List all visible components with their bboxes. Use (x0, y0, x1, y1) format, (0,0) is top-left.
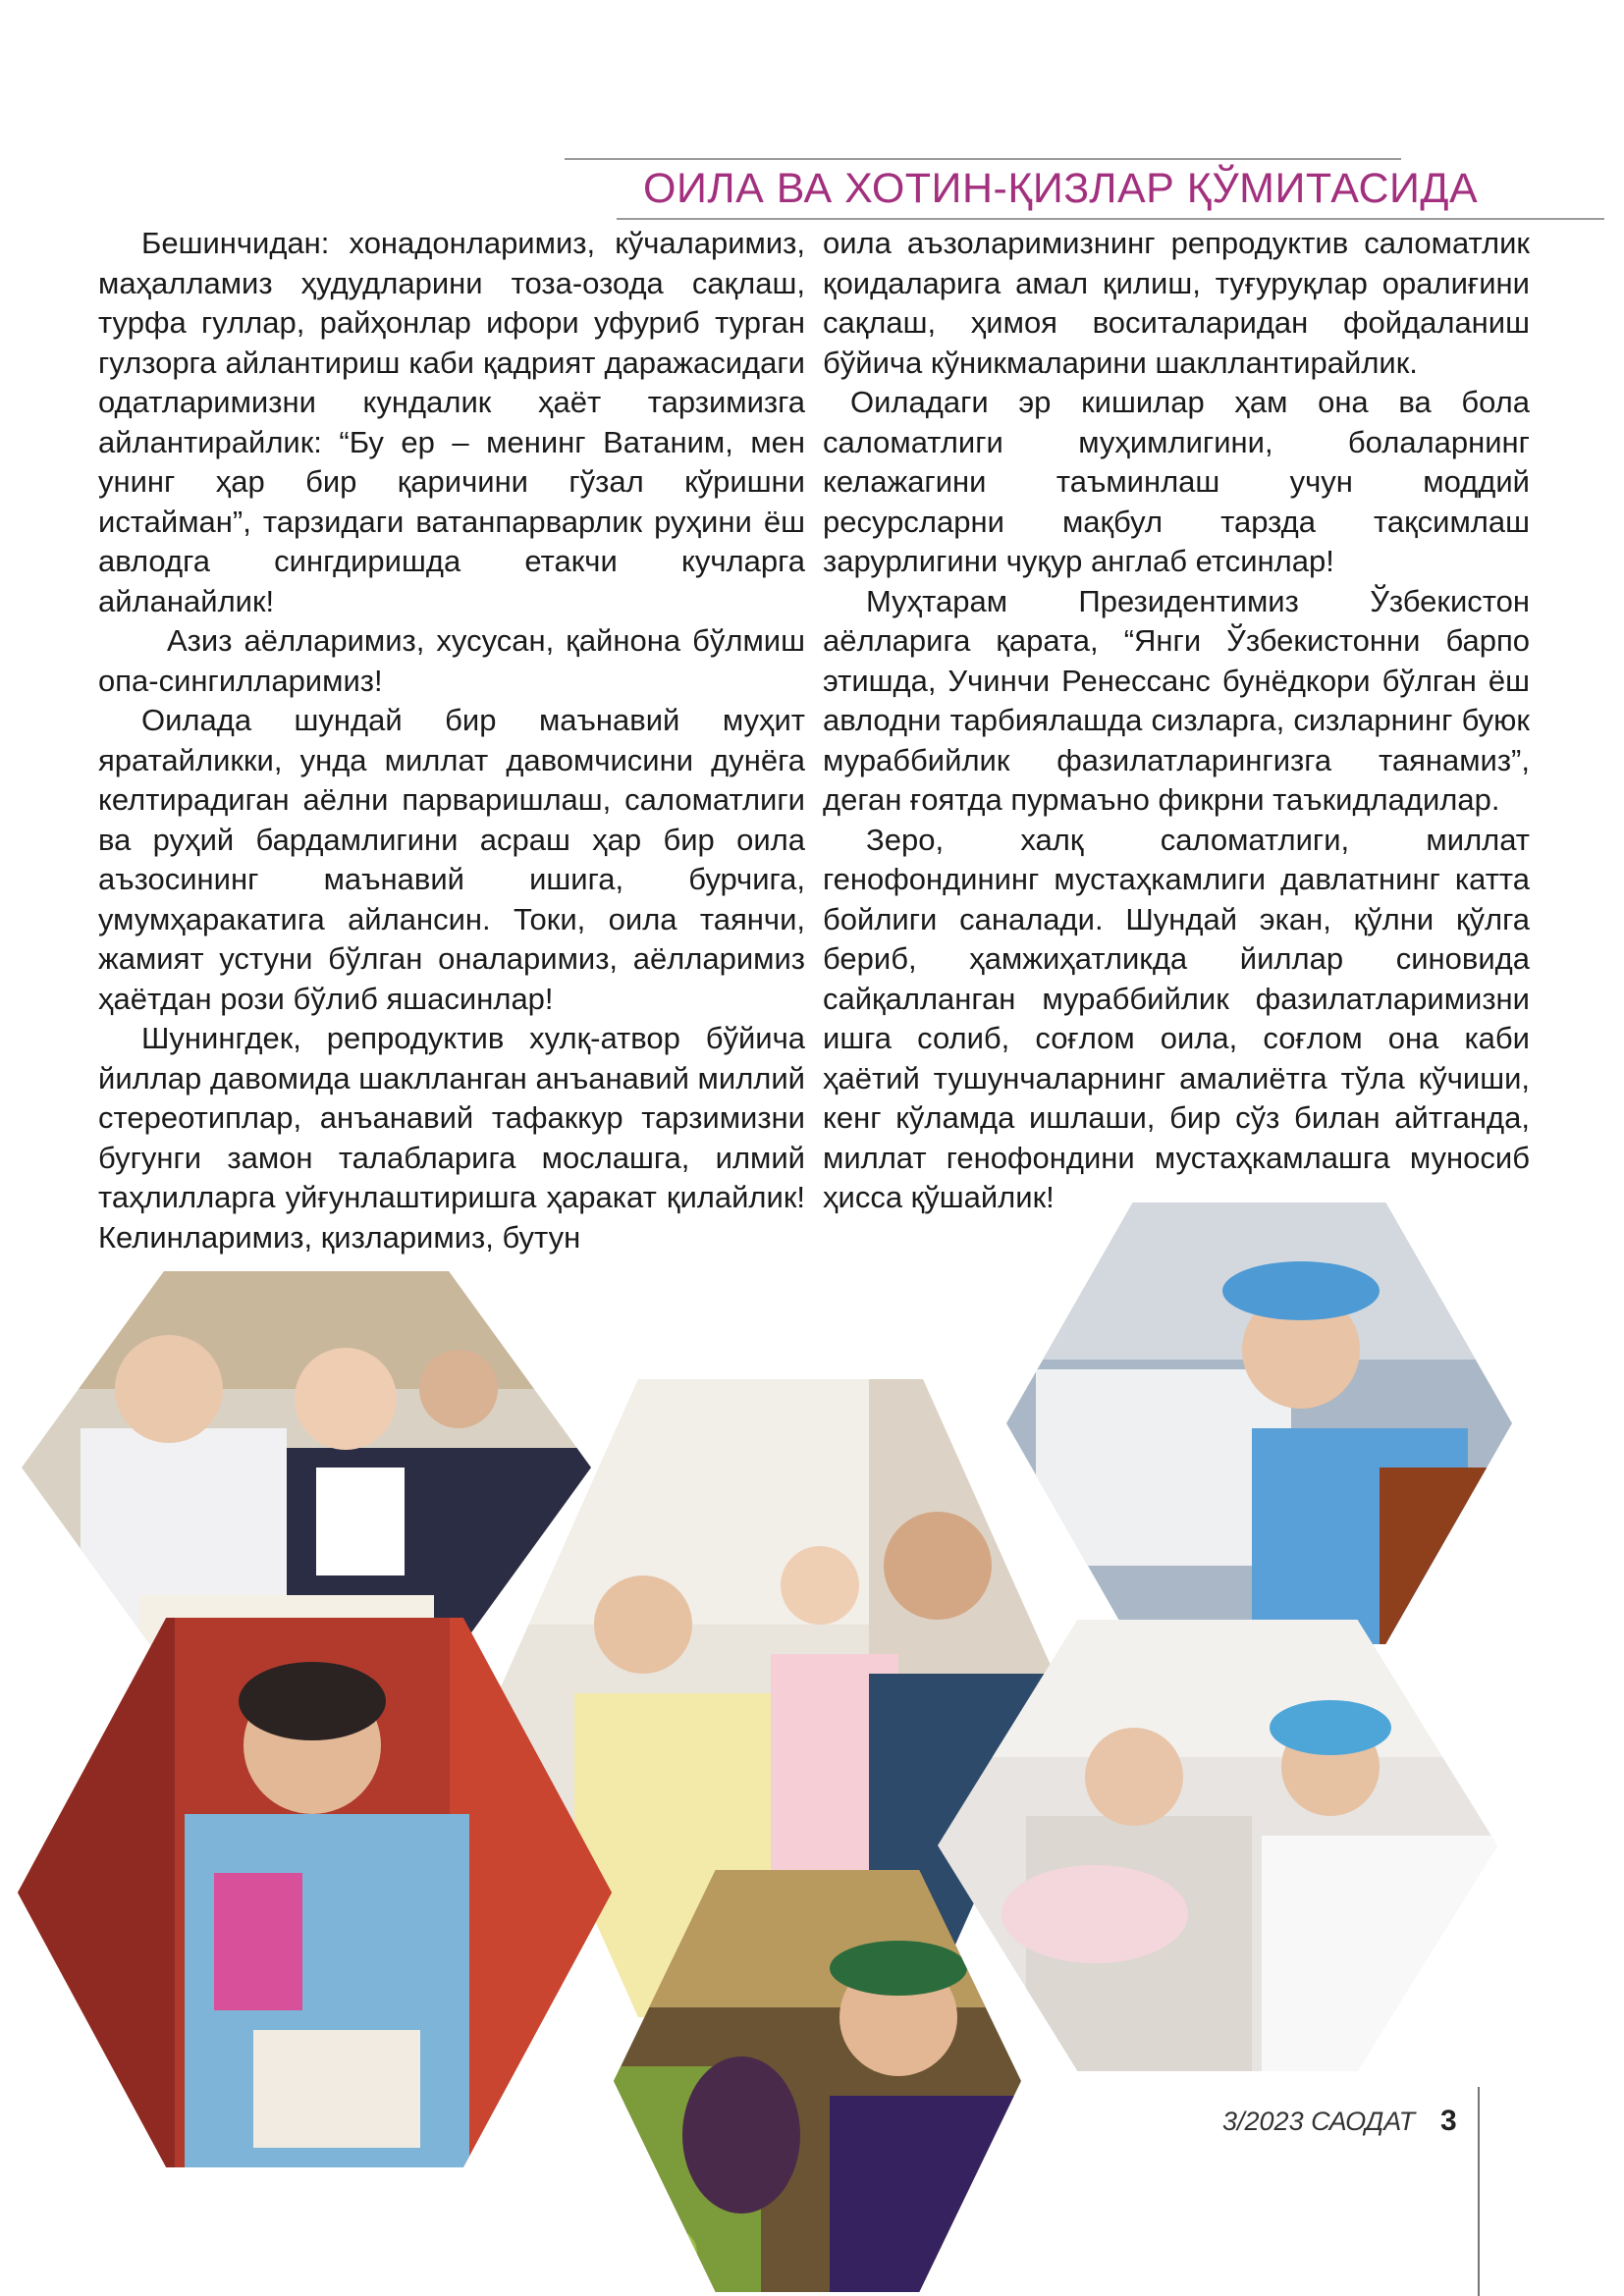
header-top-rule (565, 158, 1401, 160)
paragraph: Азиз аёлларимиз, хусусан, қайнона бўлмиш опа-сингилларимиз! (98, 623, 805, 698)
page-number: 3 (1440, 2105, 1457, 2137)
section-title: ОИЛА ВА ХОТИН-ҚИЗЛАР ҚЎМИТАСИДА (643, 165, 1479, 212)
paragraph: Оиладаги эр кишилар ҳам она ва бола саломатлиги муҳимлигини, болаларнинг келажагини таъминлаш учун моддий ресурсларни мақбул тарзда тақсимлаш зарурлигини чуқур англаб етсинлар! (823, 385, 1530, 578)
paragraph: Бешинчидан: хонадонларимиз, кўчаларимиз, маҳалламиз ҳудудларини тоза-озода сақлаш, турфа гуллар, райҳонлар ифори уфуриб турган гулзорга айлантириш каби қадрият даражасидаги одатларимизни кундалик ҳаёт тарзимизга айлантирайлик: “Бу ер – менинг Ватаним, мен унинг ҳар бир қаричини гўзал кўришни истайман”, тарзидаги ватанпарварлик руҳини ёш авлодга сингдиришда етакчи кучларга айланайлик! (98, 226, 805, 618)
right-text-column (823, 224, 1530, 1218)
footer-rule (1478, 2087, 1480, 2296)
paragraph: Муҳтарам Президентимиз Ўзбекистон аёлларига қарата, “Янги Ўзбекистонни барпо этишда, Учинчи Ренессанс бунёдкори бўлган ёш авлодни тарбиялашда сизларга, сизларнинг буюк мураббийлик фазилатларингизга таянамиз”, деган ғоятда пурмаъно фикрни таъкидладилар. (823, 583, 1530, 817)
paragraph: Оилада шундай бир маънавий муҳит яратайликки, унда миллат давомчисини дунёга келтирадиган аёлни парваришлаш, саломатлиги ва руҳий бардамлигини асраш ҳар бир оила аъзосининг маънавий ишига, бурчига, умумҳаракатига айлансин. Токи, оила таянчи, жамият устуни бўлган оналаримиз, аёлларимиз ҳаётдан рози бўлиб яшасинлар! (98, 703, 805, 1016)
paragraph: оила аъзоларимизнинг репродуктив саломатлик қоидаларига амал қилиш, туғуруқлар оралиғини сақлаш, ҳимоя воситаларидан фойдаланиш бўйича кўникмаларини шакллантирайлик. (823, 226, 1530, 380)
photo-teacher-with-children (22, 1271, 591, 1664)
paragraph: Зеро, халқ саломатлиги, миллат генофондининг мустаҳкамлиги давлатнинг катта бойлиги саналади. Шундай экан, қўлни қўлга бериб, ҳамжиҳатликда йиллар синовида сайқалланган мураббийлик фазилатларимизни ишга солиб, соғлом оила, соғлом она каби ҳаётий тушунчаларнинг амалиётга тўла кўчиши, кенг кўламда ишлаши, бир сўз билан айтганда, миллат генофондини мустаҳкамлашга муносиб ҳисса қўшайлик! (823, 822, 1530, 1214)
header-bottom-rule (617, 218, 1604, 220)
paragraph: Шунингдек, репродуктив хулқ-атвор бўйича йиллар давомида шаклланган анъанавий миллий стереотиплар, анъанавий тафаккур тарзимизни бугунги замон талабларига мослашга, илмий таҳлилларга уйғунлаштиришга ҳаракат қилайлик! Келинларимиз, қизларимиз, бутун (98, 1021, 805, 1255)
left-text-column (98, 224, 805, 1257)
issue-label: 3/2023 САОДАТ (1222, 2107, 1416, 2136)
photo-seamstress (1006, 1202, 1512, 1644)
